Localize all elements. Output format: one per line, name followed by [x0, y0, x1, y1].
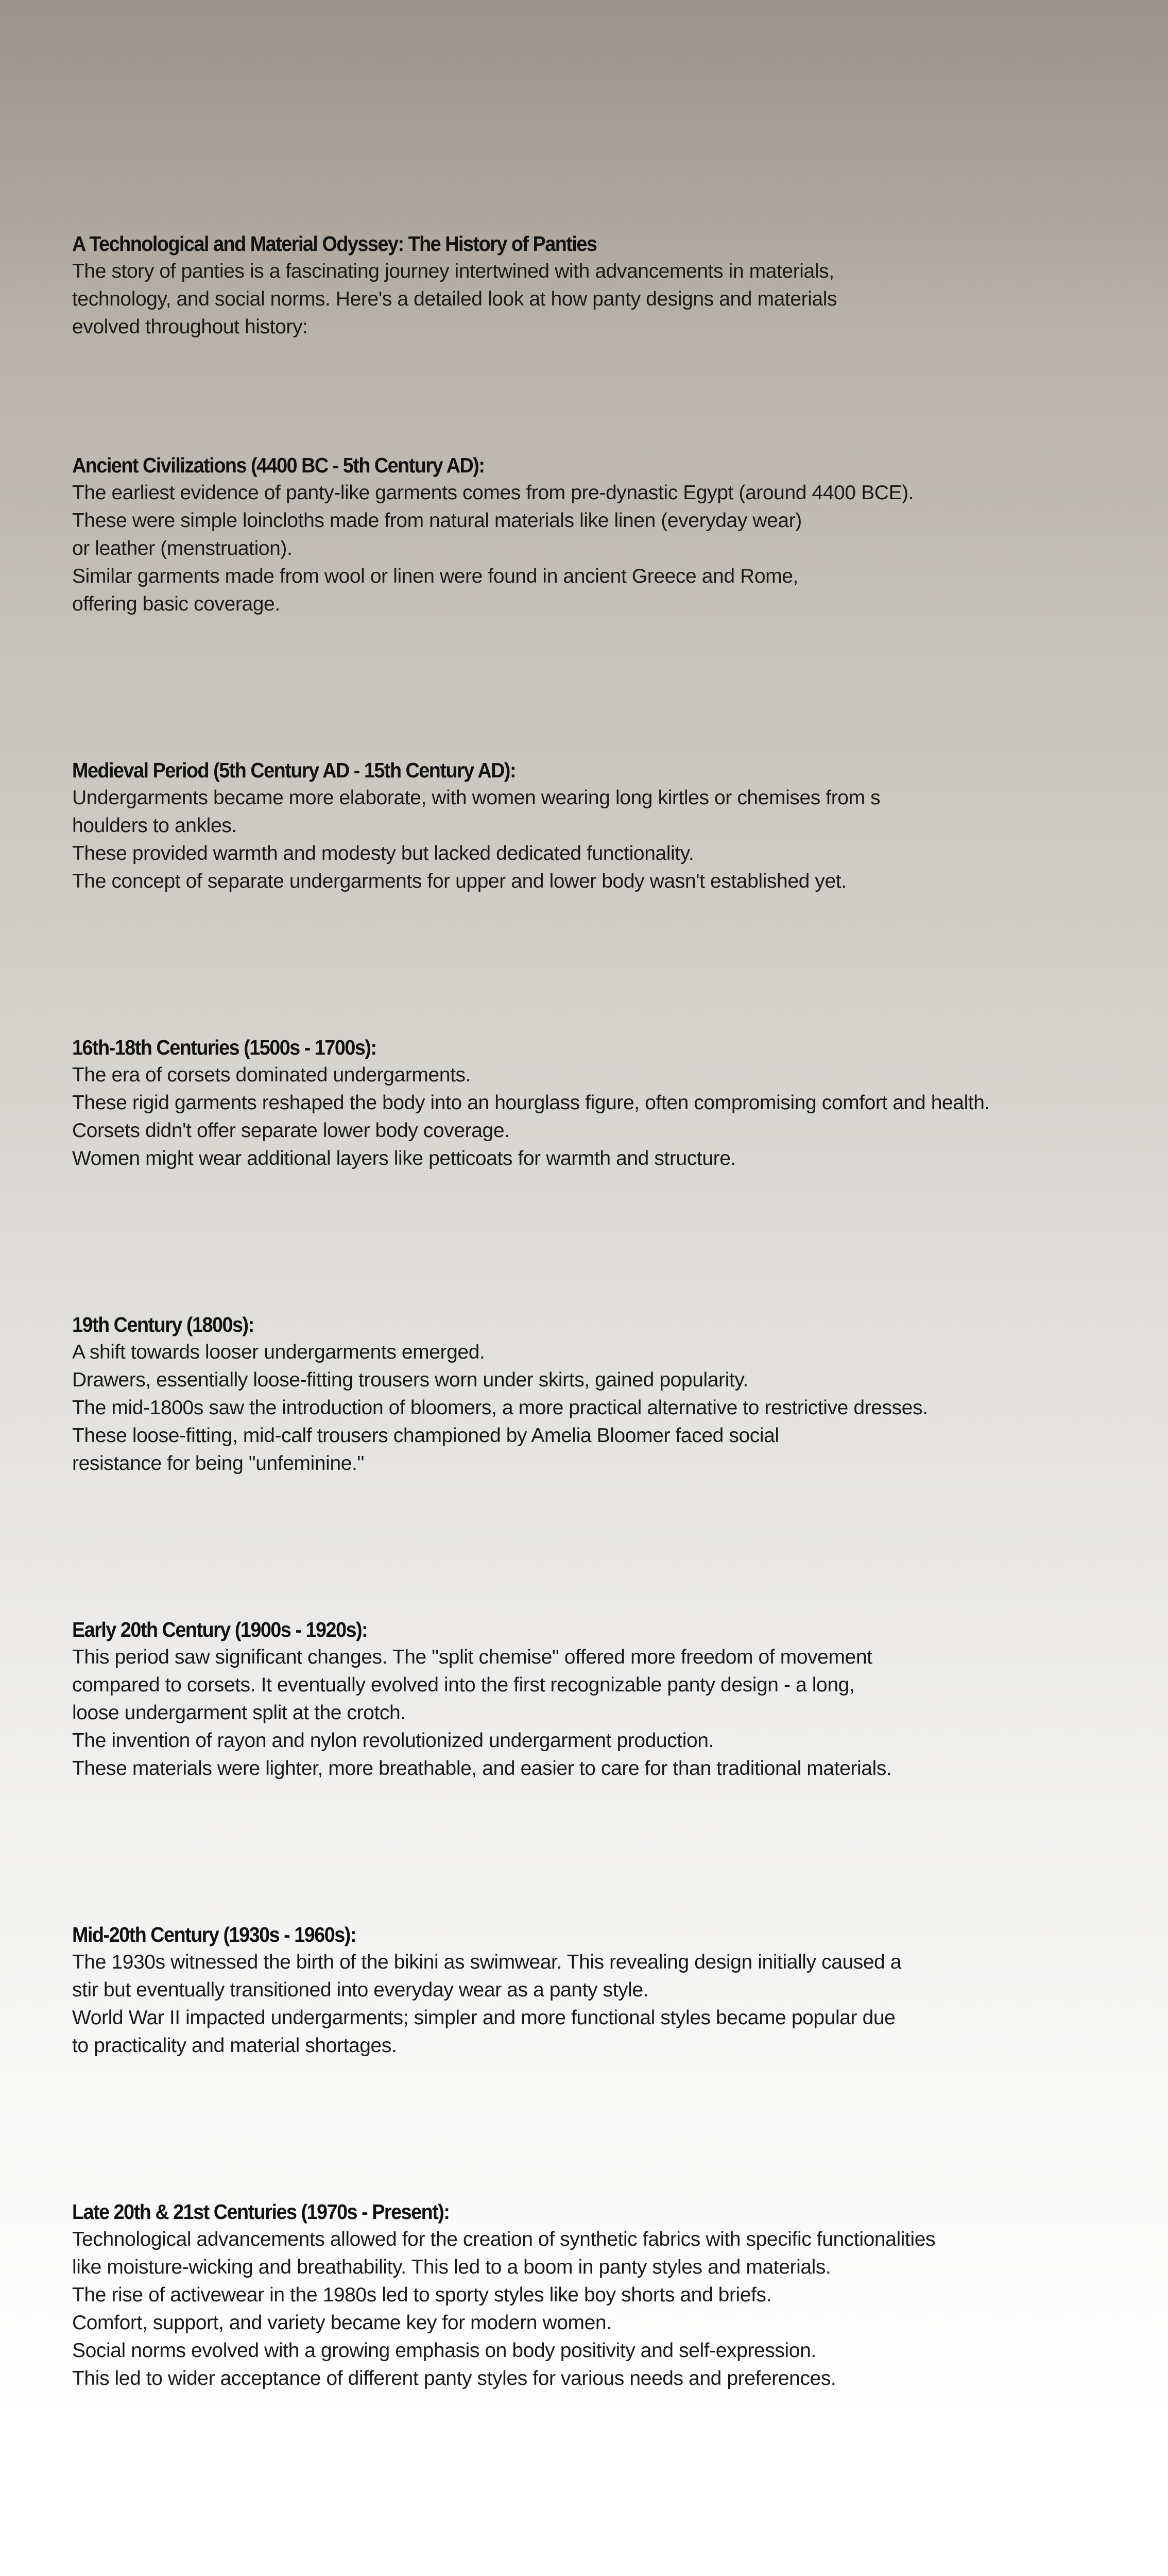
section-medieval-period	[72, 756, 880, 895]
section-line: like moisture-wicking and breathability. This led to a boom in panty styles and materials.	[72, 2256, 831, 2278]
section-line: Similar garments made from wool or linen were found in ancient Greece and Rome,	[72, 565, 798, 587]
section-heading: Medieval Period (5th Century AD - 15th Century AD):	[72, 758, 516, 782]
section-line: These materials were lighter, more breathable, and easier to care for than traditional materials.	[72, 1757, 892, 1780]
section-heading: Late 20th & 21st Centuries (1970s - Present):	[72, 2200, 450, 2224]
section-line: A shift towards looser undergarments emerged.	[72, 1341, 485, 1363]
section-line: Undergarments became more elaborate, with women wearing long kirtles or chemises from s	[72, 787, 881, 809]
section-line: The concept of separate undergarments for upper and lower body wasn't established yet.	[72, 870, 847, 892]
intro-line: technology, and social norms. Here's a detailed look at how panty designs and materials	[72, 288, 837, 310]
section-heading: 19th Century (1800s):	[72, 1313, 254, 1336]
section-line: Women might wear additional layers like petticoats for warmth and structure.	[72, 1147, 736, 1170]
section-line: Social norms evolved with a growing emphasis on body positivity and self-expression.	[72, 2340, 816, 2362]
section-early-20th-century	[72, 1616, 891, 1783]
section-heading: Mid-20th Century (1930s - 1960s):	[72, 1923, 356, 1946]
section-line: World War II impacted undergarments; simpler and more functional styles became popular due	[72, 2007, 896, 2029]
section-line: compared to corsets. It eventually evolved into the first recognizable panty design - a long,	[72, 1674, 855, 1696]
section-line: The mid-1800s saw the introduction of bloomers, a more practical alternative to restrictive dresses.	[72, 1397, 928, 1419]
section-heading: 16th-18th Centuries (1500s - 1700s):	[72, 1036, 376, 1059]
intro-line: The story of panties is a fascinating journey intertwined with advancements in materials,	[72, 260, 834, 282]
section-line: The era of corsets dominated undergarments.	[72, 1064, 471, 1086]
section-heading: Early 20th Century (1900s - 1920s):	[72, 1618, 368, 1641]
section-line: houlders to ankles.	[72, 815, 237, 837]
section-line: Drawers, essentially loose-fitting trousers worn under skirts, gained popularity.	[72, 1369, 748, 1391]
section-line: These provided warmth and modesty but lacked dedicated functionality.	[72, 842, 694, 865]
section-mid-20th-century	[72, 1921, 901, 2060]
section-line: resistance for being "unfeminine."	[72, 1452, 364, 1475]
section-16th-18th-centuries	[72, 1033, 990, 1173]
section-line: This led to wider acceptance of different panty styles for various needs and preferences.	[72, 2367, 836, 2389]
section-line: The earliest evidence of panty-like garments comes from pre-dynastic Egypt (around 4400 BCE).	[72, 482, 914, 504]
section-line: These loose-fitting, mid-calf trousers championed by Amelia Bloomer faced social	[72, 1425, 779, 1447]
section-line: This period saw significant changes. The "split chemise" offered more freedom of movement	[72, 1646, 872, 1668]
section-line: stir but eventually transitioned into everyday wear as a panty style.	[72, 1979, 649, 2001]
section-heading: Ancient Civilizations (4400 BC - 5th Century AD):	[72, 453, 485, 477]
section-line: Corsets didn't offer separate lower body coverage.	[72, 1120, 510, 1142]
section-line: The invention of rayon and nylon revolutionized undergarment production.	[72, 1730, 714, 1752]
section-line: These were simple loincloths made from natural materials like linen (everyday wear)	[72, 510, 802, 532]
section-line: The rise of activewear in the 1980s led to sporty styles like boy shorts and briefs.	[72, 2284, 772, 2306]
section-ancient-civilizations	[72, 451, 914, 618]
section-line: loose undergarment split at the crotch.	[72, 1702, 406, 1724]
intro-section	[72, 230, 837, 341]
article-title: A Technological and Material Odyssey: The History of Panties	[72, 232, 597, 256]
section-line: Technological advancements allowed for the creation of synthetic fabrics with specific functionalities	[72, 2228, 936, 2250]
section-line: The 1930s witnessed the birth of the bikini as swimwear. This revealing design initially caused a	[72, 1951, 902, 1973]
section-line: or leather (menstruation).	[72, 537, 293, 560]
section-line: Comfort, support, and variety became key for modern women.	[72, 2312, 612, 2334]
intro-line: evolved throughout history:	[72, 316, 308, 338]
section-19th-century	[72, 1311, 928, 1478]
section-line: to practicality and material shortages.	[72, 2035, 397, 2057]
section-line: offering basic coverage.	[72, 593, 280, 615]
section-late-20th-21st-centuries	[72, 2198, 935, 2393]
section-line: These rigid garments reshaped the body into an hourglass figure, often compromising comfort and health.	[72, 1092, 990, 1114]
